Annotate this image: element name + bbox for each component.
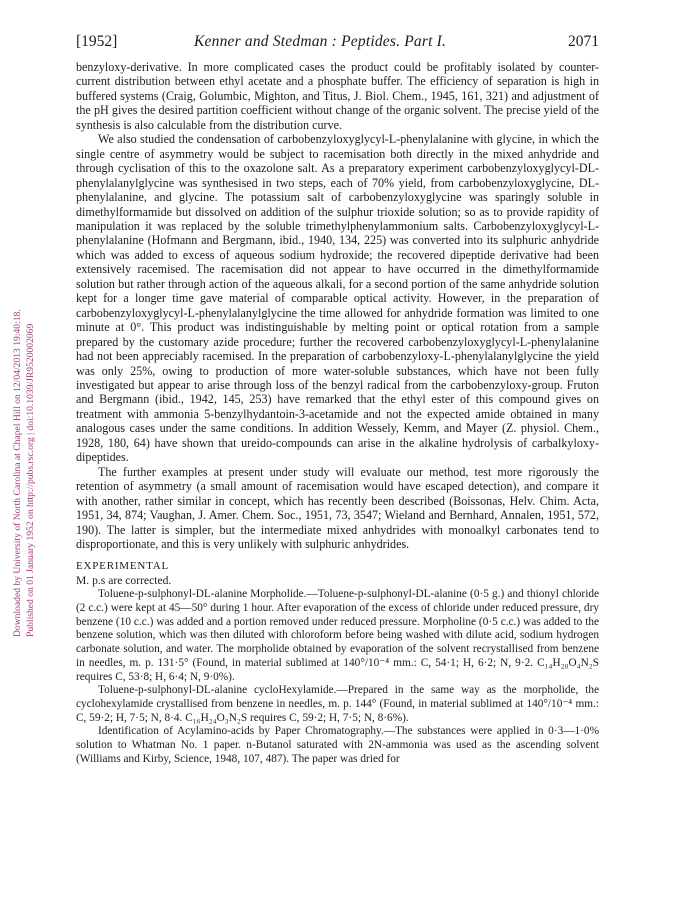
paragraph-2: We also studied the condensation of carbobenzyloxyglycyl-L-phenylalanine with glycine, in which the single centre of asymmetry would be subject to racemisation both directly in the mixed anhydride and through cyclisation of this to the oxazolone salt. As a preparatory experiment carbobenzyloxyglycyl-DL-phenylalanylglycine was synthesised in two steps, each of 70% yield, from carbobenzyloxyglycine, DL-phenylalanine, and glycine. The potassium salt of carbobenzyloxyglycine was sparingly soluble in dimethylformamide but dissolved on addition of the sulphur trioxide solution; so as to provide rapidity of manipulation it was replaced by the soluble trimethylphenylammonium salts. Carbobenzyloxyglycyl-L-phenylalanine (Hofmann and Bergmann, ibid., 1940, 134, 225) was converted into its sulphuric anhydride which was added to excess of aqueous sodium hydroxide; the recovered dipeptide derivative had been extensively racemised. The racemisation did not appear to have occurred in the dimethylformamide solution but rather through action of the aqueous alkali, for a second portion of the same anhydride solution kept for a longer time gave material of comparable optical activity. However, in the preparation of carbobenzyloxyglycyl-L-phenylalanylglycine the time allowed for anhydride formation was limited to one minute at 0°. This product was indistinguishable by melting point or optical rotation from a sample prepared by the customary azide procedure; further the recovered carbobenzyloxyglycyl-L-phenylalanine had not been appreciably racemised. In the preparation of carbobenzyloxy-L-phenylalanylglycine the yield was only 25%, owing to production of more water-soluble substances, which have not been fully investigated but appear to arise through loss of the benzyl radical from the carbobenzyloxy-group. Fruton and Bergmann (ibid., 1942, 145, 253) have remarked that the ethyl ester of this compound gives on treatment with ammonia 5-benzylhydantoin-3-acetamide and not the expected amide obtained in many analogous cases under the same conditions. In addition Wessely, Kemm, and Mayer (Z. physiol. Chem., 1928, 180, 64) have shown that ureido-compounds can arise in the alkaline hydrolysis of carbalkyloxy-dipeptides. <box>76 132 599 465</box>
running-header <box>76 33 599 51</box>
experimental-chromatography: Identification of Acylamino-acids by Paper Chromatography.—The substances were applied in 0·3—1·0% solution to Whatman No. 1 paper. n-Butanol saturated with 2N-ammonia was used as the ascending solvent (Williams and Kirby, Science, 1948, 107, 487). The paper was dried for <box>76 725 599 765</box>
header-title: Kenner and Stedman : Peptides. Part I. <box>194 33 447 50</box>
experimental-morpholide: Toluene-p-sulphonyl-DL-alanine Morpholide.—Toluene-p-sulphonyl-DL-alanine (0·5 g.) and thionyl chloride (2 c.c.) were kept at 45—50° during 1 hour. After evaporation of the excess of chloride under reduced pressure, dry benzene (10 c.c.) was added and a portion removed under reduced pressure. Morpholine (0·5 c.c.) was added to the benzene solution, which was then diluted with chloroform before being washed with dilute acid, sodium hydrogen carbonate solution, and water. The morpholide obtained by evaporation of the solvent recrystallised from benzene in needles, m. p. 131·5° (Found, in material sublimed at 140°/10⁻⁴ mm.: C, 54·1; H, 6·2; N, 9·2. C₁₄H₂₀O₄N₂S requires C, 53·8; H, 6·4; N, 9·0%). <box>76 588 599 683</box>
download-watermark <box>8 185 38 645</box>
section-subheading: M. p.s are corrected. <box>76 573 172 587</box>
header-year: [1952] <box>76 33 118 50</box>
publication-notice[interactable]: Published on 01 January 1952 on http://pubs.rsc.org | doi:10.1039/JR9520002069 <box>25 323 36 637</box>
page-number: 2071 <box>568 33 599 50</box>
paragraph-3: The further examples at present under study will evaluate our method, test more rigorously the retention of asymmetry (a small amount of racemisation would have escaped detection), and compare it with another, rather similar in concept, which has recently been described (Boissonas, Helv. Chim. Acta, 1951, 34, 874; Vaughan, J. Amer. Chem. Soc., 1951, 73, 3547; Wieland and Bernhard, Annalen, 1951, 572, 190). The latter is simpler, but the intermediate mixed anhydrides with monoalkyl carbonates tend to disproportionate, and this is very unlikely with sulphuric anhydrides. <box>76 464 599 551</box>
article-body <box>76 60 599 766</box>
section-heading: EXPERIMENTAL <box>76 560 170 573</box>
paragraph-1: benzyloxy-derivative. In more complicated cases the product could be profitably isolated by counter-current distribution between ethyl acetate and a phosphate buffer. The efficiency of separation is high in buffered systems (Craig, Golumbic, Mighton, and Titus, J. Biol. Chem., 1945, 161, 321) and adjustment of the pH gives the desired partition coefficient without change of the organic solvent. The precise yield of the synthesis is also calculable from the distribution curve. <box>76 60 599 132</box>
download-notice[interactable]: Downloaded by University of North Carolina at Chapel Hill on 12/04/2013 19:40:18. <box>12 309 23 637</box>
experimental-cyclohexylamide: Toluene-p-sulphonyl-DL-alanine cycloHexylamide.—Prepared in the same way as the morpholide, the cyclohexylamide crystallised from benzene in needles, m. p. 144° (Found, in material sublimed at 140°/10⁻⁴ mm.: C, 59·2; H, 7·5; N, 8·4. C₁₆H₂₄O₃N₂S requires C, 59·2; H, 7·5; N, 8·6%). <box>76 684 599 724</box>
